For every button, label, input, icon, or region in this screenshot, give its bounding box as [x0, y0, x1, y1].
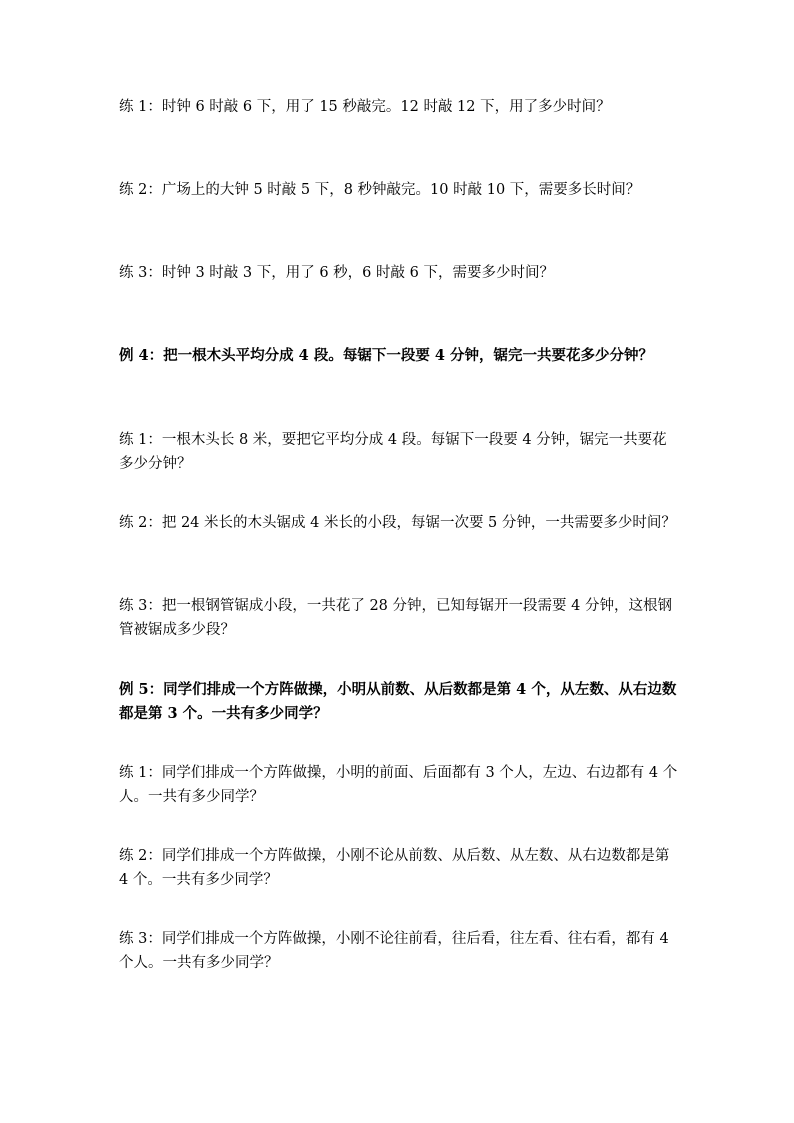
- practice-clock-3: 练 3：时钟 3 时敲 3 下，用了 6 秒，6 时敲 6 下，需要多少时间？: [119, 265, 554, 281]
- practice-clock-1: 练 1：时钟 6 时敲 6 下，用了 15 秒敲完。12 时敲 12 下，用了多少时间？: [119, 99, 611, 115]
- example-4-heading: 例 4：把一根木头平均分成 4 段。每锯下一段要 4 分钟，锯完一共要花多少分钟？: [119, 347, 654, 364]
- practice-square-1: 练 1：同学们排成一个方阵做操，小明的前面、后面都有 3 个人，左边、右边都有 4 个人。一共有多少同学？: [119, 765, 678, 805]
- practice-wood-2: 练 2：把 24 米长的木头锯成 4 米长的小段，每锯一次要 5 分钟，一共需要多少时间？: [119, 515, 676, 531]
- practice-clock-2: 练 2：广场上的大钟 5 时敲 5 下，8 秒钟敲完。10 时敲 10 下，需要多长时间？: [119, 182, 641, 198]
- practice-wood-1: 练 1：一根木头长 8 米，要把它平均分成 4 段。每锯下一段要 4 分钟，锯完一共要花多少分钟？: [119, 432, 667, 472]
- practice-square-3: 练 3：同学们排成一个方阵做操，小刚不论往前看，往后看，往左看、往右看，都有 4 个人。一共有多少同学？: [119, 931, 669, 971]
- example-5-heading: 例 5：同学们排成一个方阵做操，小明从前数、从后数都是第 4 个，从左数、从右边数都是第 3 个。一共有多少同学？: [119, 681, 677, 722]
- practice-pipe-3: 练 3：把一根钢管锯成小段，一共花了 28 分钟，已知每锯开一段需要 4 分钟，这根钢管被锯成多少段？: [119, 598, 672, 638]
- practice-square-2: 练 2：同学们排成一个方阵做操，小刚不论从前数、从后数、从左数、从右边数都是第 4 个。一共有多少同学？: [119, 848, 670, 888]
